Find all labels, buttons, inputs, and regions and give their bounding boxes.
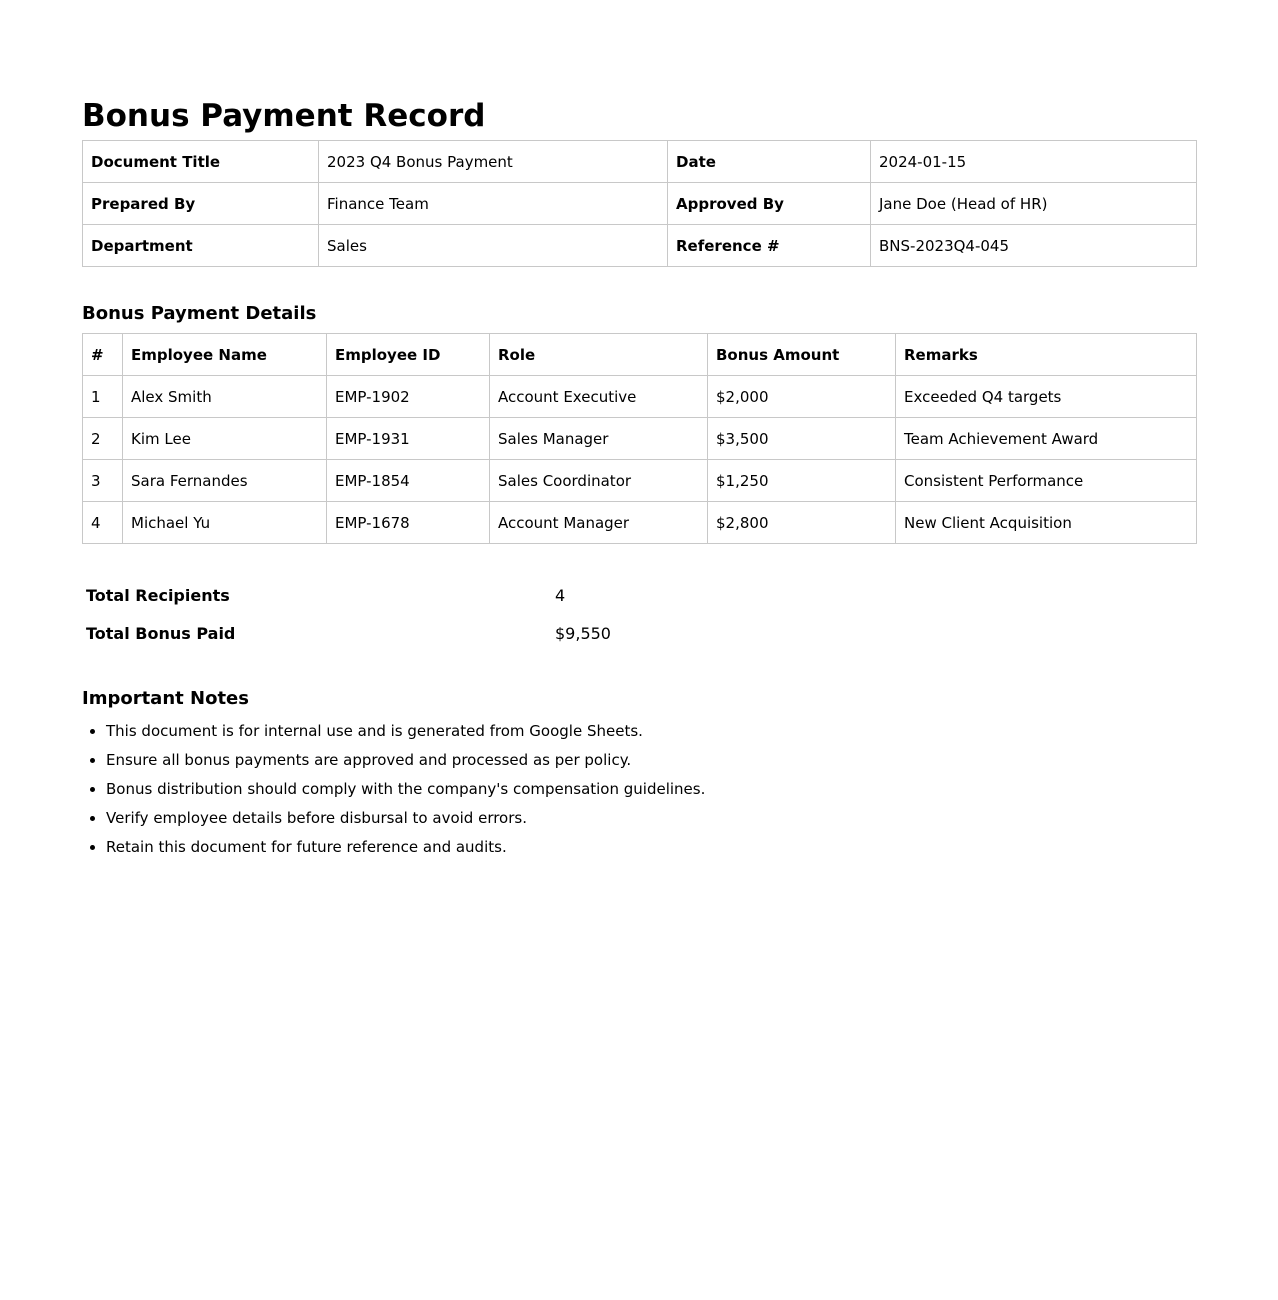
table-row	[83, 502, 1197, 544]
meta-value: Sales	[319, 225, 668, 267]
table-cell: Account Executive	[490, 376, 708, 418]
notes-list	[82, 720, 1196, 865]
table-cell: EMP-1854	[327, 460, 490, 502]
meta-label: Approved By	[668, 183, 871, 225]
totals-summary	[82, 576, 682, 652]
table-cell: EMP-1902	[327, 376, 490, 418]
table-cell: $3,500	[708, 418, 896, 460]
table-cell: Consistent Performance	[896, 460, 1197, 502]
table-cell: $2,000	[708, 376, 896, 418]
table-cell: Account Manager	[490, 502, 708, 544]
bonus-details-table	[82, 333, 1197, 544]
list-item: • This document is for internal use and is generated from Google Sheets.	[106, 720, 1196, 749]
column-header: Remarks	[896, 334, 1197, 376]
meta-label: Document Title	[83, 141, 319, 183]
table-cell: Sara Fernandes	[123, 460, 327, 502]
total-recipients-value: 4	[555, 585, 566, 605]
table-cell: EMP-1678	[327, 502, 490, 544]
table-cell: Exceeded Q4 targets	[896, 376, 1197, 418]
meta-value: Finance Team	[319, 183, 668, 225]
column-header: Employee Name	[123, 334, 327, 376]
table-header-row	[83, 334, 1197, 376]
meta-label: Prepared By	[83, 183, 319, 225]
table-cell: $1,250	[708, 460, 896, 502]
meta-label: Department	[83, 225, 319, 267]
table-cell: Sales Coordinator	[490, 460, 708, 502]
meta-value: 2024-01-15	[871, 141, 1197, 183]
table-row	[83, 460, 1197, 502]
meta-row	[83, 225, 1197, 267]
table-cell: Kim Lee	[123, 418, 327, 460]
table-row	[83, 418, 1197, 460]
meta-value: Jane Doe (Head of HR)	[871, 183, 1197, 225]
meta-value: 2023 Q4 Bonus Payment	[319, 141, 668, 183]
list-item: • Verify employee details before disbursal to avoid errors.	[106, 807, 1196, 836]
table-cell: Alex Smith	[123, 376, 327, 418]
total-paid-label: Total Bonus Paid	[86, 623, 236, 643]
table-cell: EMP-1931	[327, 418, 490, 460]
table-cell: $2,800	[708, 502, 896, 544]
table-cell: Team Achievement Award	[896, 418, 1197, 460]
meta-table	[82, 140, 1197, 267]
list-item: • Retain this document for future reference and audits.	[106, 836, 1196, 865]
table-row	[83, 376, 1197, 418]
table-cell: 3	[83, 460, 123, 502]
table-cell: New Client Acquisition	[896, 502, 1197, 544]
notes-heading: Important Notes	[82, 688, 249, 709]
page-title: Bonus Payment Record	[82, 98, 486, 134]
list-item: • Ensure all bonus payments are approved and processed as per policy.	[106, 749, 1196, 778]
column-header: #	[83, 334, 123, 376]
meta-label: Date	[668, 141, 871, 183]
meta-row	[83, 183, 1197, 225]
meta-label: Reference #	[668, 225, 871, 267]
table-cell: Michael Yu	[123, 502, 327, 544]
column-header: Bonus Amount	[708, 334, 896, 376]
table-cell: 1	[83, 376, 123, 418]
meta-value: BNS-2023Q4-045	[871, 225, 1197, 267]
column-header: Employee ID	[327, 334, 490, 376]
total-paid-value: $9,550	[555, 623, 611, 643]
table-cell: Sales Manager	[490, 418, 708, 460]
total-recipients-row	[82, 576, 682, 614]
total-paid-row	[82, 614, 682, 652]
list-item: • Bonus distribution should comply with the company's compensation guidelines.	[106, 778, 1196, 807]
meta-row	[83, 141, 1197, 183]
table-cell: 4	[83, 502, 123, 544]
details-heading: Bonus Payment Details	[82, 303, 317, 324]
column-header: Role	[490, 334, 708, 376]
total-recipients-label: Total Recipients	[86, 585, 230, 605]
table-cell: 2	[83, 418, 123, 460]
